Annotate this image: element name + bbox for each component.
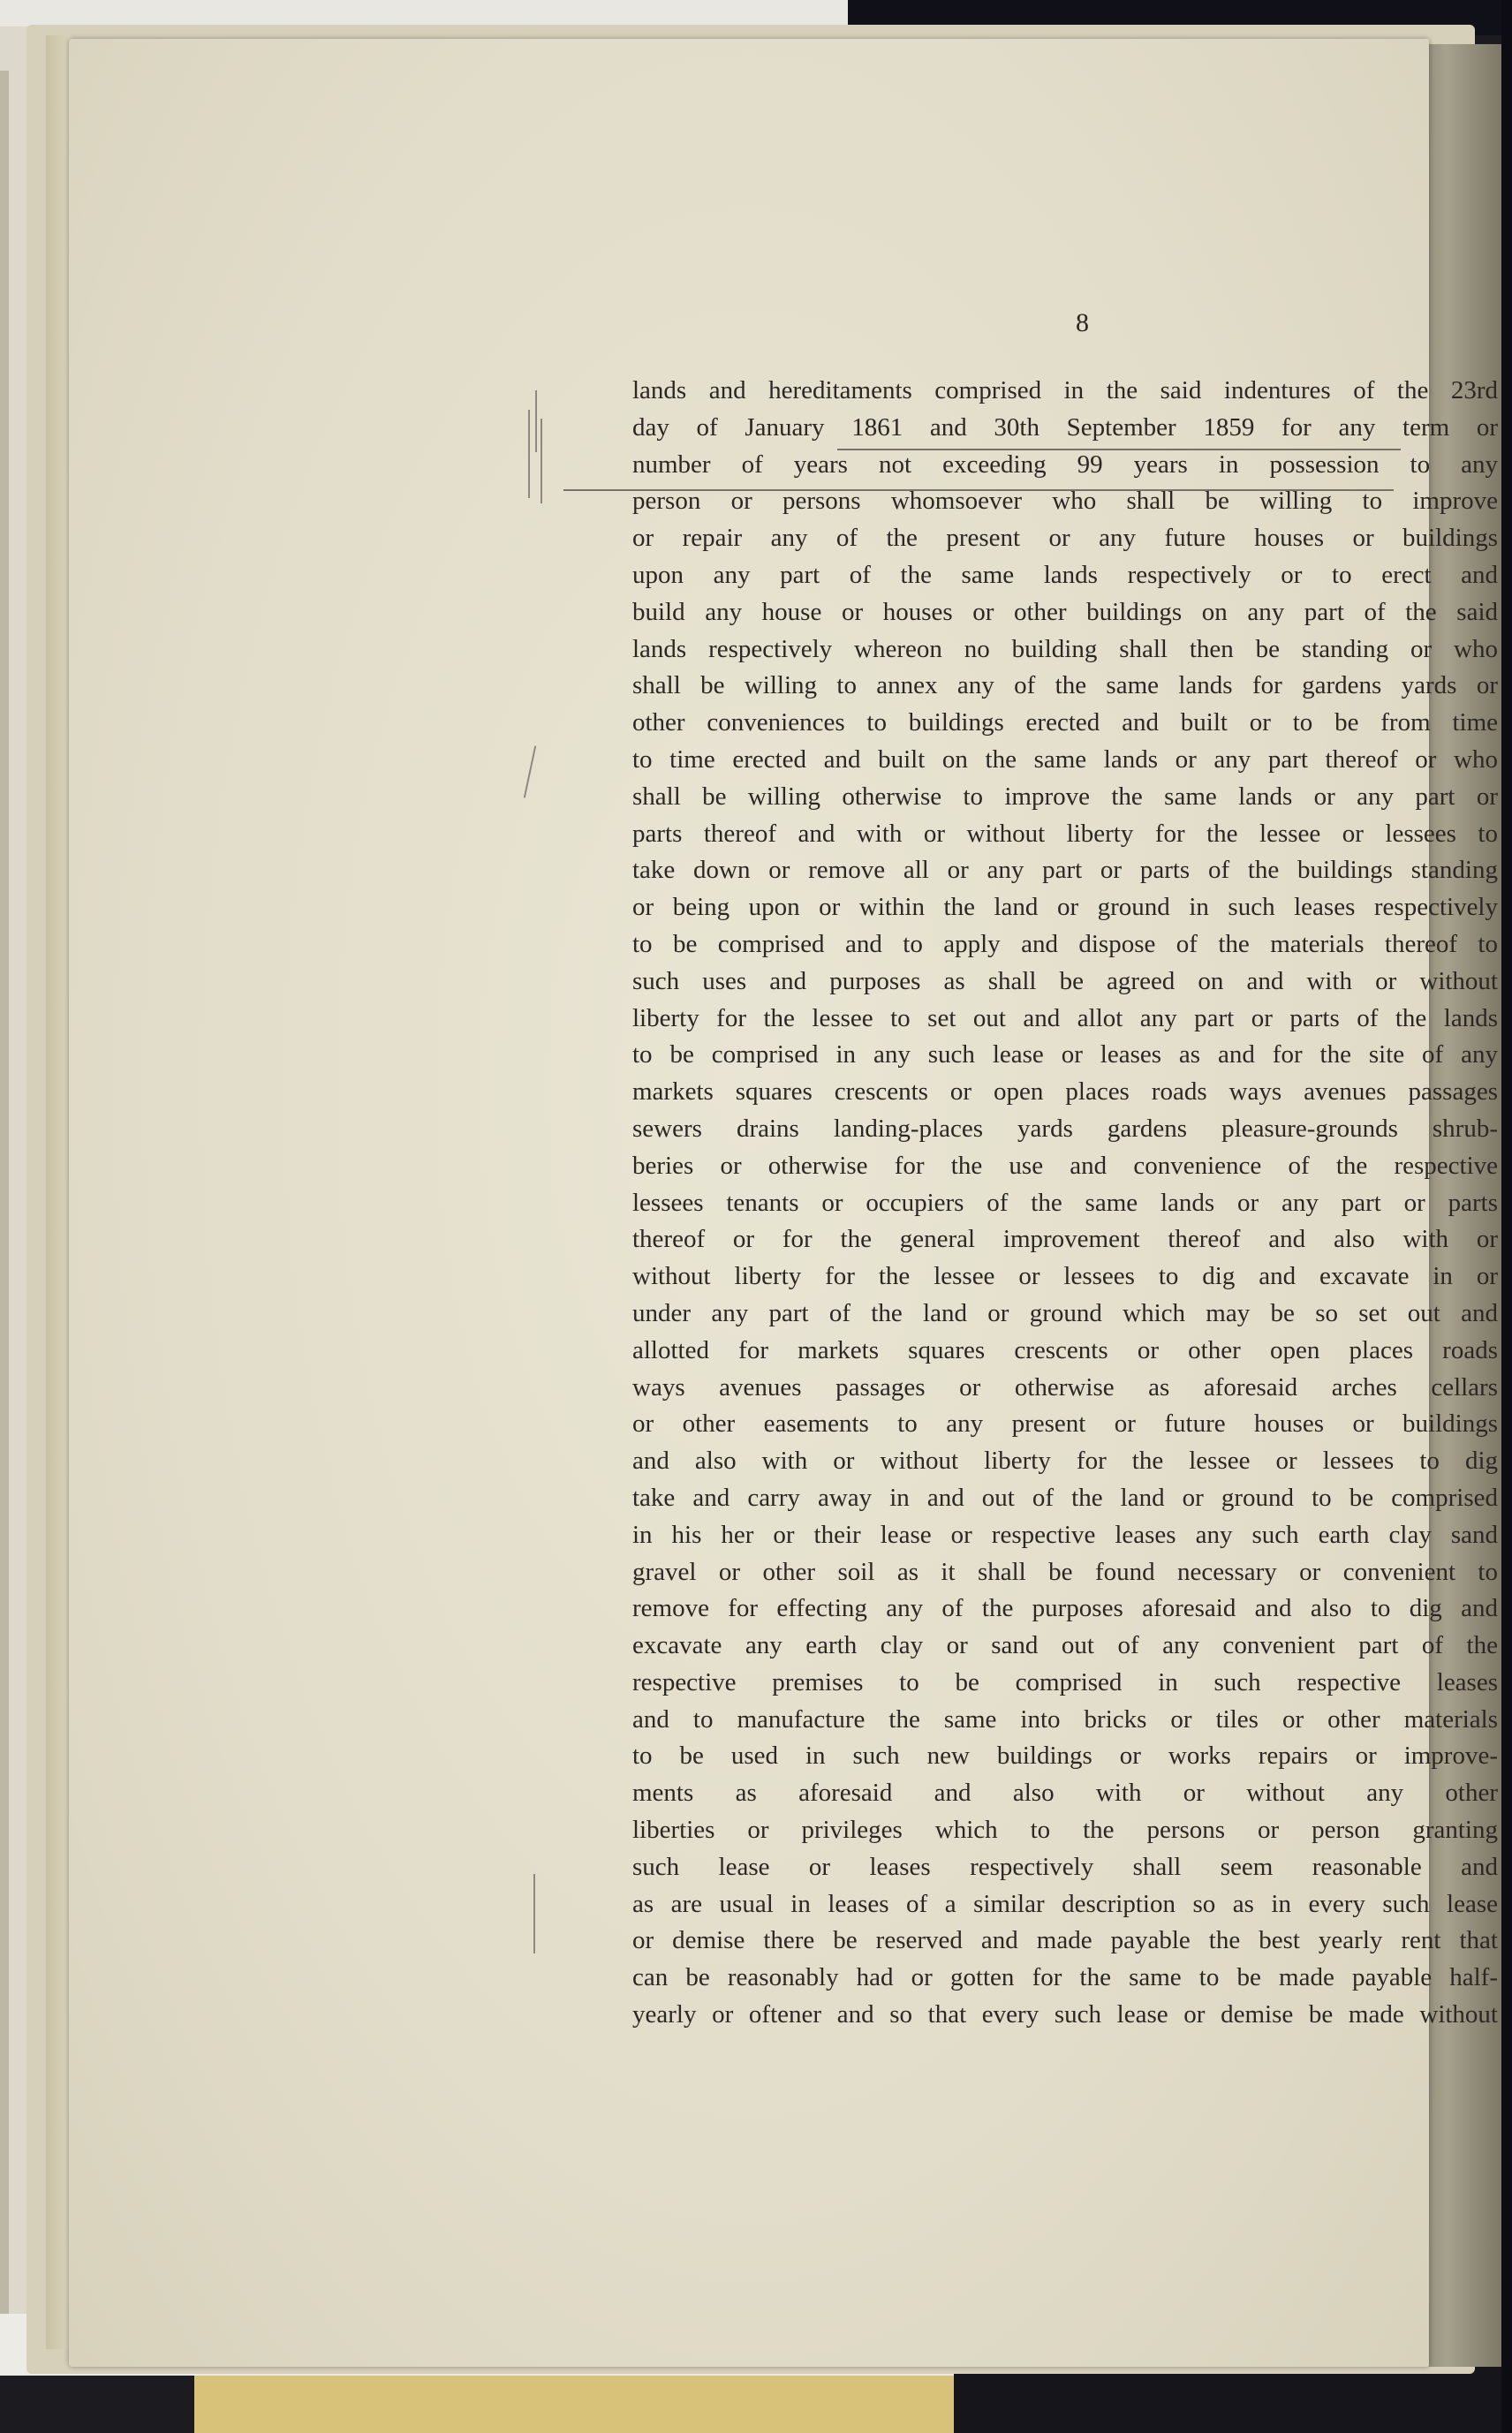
text-line: in his her or their lease or respective leases any such earth clay sand [632, 1520, 1498, 1549]
text-line: such lease or leases respectively shall seem reasonable and [632, 1852, 1498, 1881]
text-line: sewers drains landing-places yards gardens pleasure-grounds shrub- [632, 1114, 1498, 1143]
text-line: day of January 1861 and 30th September 1859 for any term or [632, 412, 1498, 442]
text-line: ways avenues passages or otherwise as aforesaid arches cellars [632, 1372, 1498, 1402]
text-line: lands and hereditaments comprised in the said indentures of the 23rd [632, 376, 1498, 404]
text-line: ments as aforesaid and also with or without any other [632, 1779, 1498, 1808]
pencil-mark-1 [535, 390, 537, 452]
text-line: remove for effecting any of the purposes aforesaid and also to dig and [632, 1594, 1498, 1623]
text-line: can be reasonably had or gotten for the same to be made payable half- [632, 1963, 1498, 1992]
text-line: liberty for the lessee to set out and allot any part or parts of the lands [632, 1003, 1498, 1032]
text-line: excavate any earth clay or sand out of any convenient part of the [632, 1631, 1498, 1660]
background-left-shadow [0, 71, 9, 2323]
pencil-mark-5 [533, 1874, 535, 1953]
text-line: person or persons whomsoever who shall be willing to improve [632, 487, 1498, 516]
pencil-mark-3 [541, 419, 542, 503]
text-line: to be comprised and to apply and dispose of the materials thereof to [632, 929, 1498, 958]
body-text [632, 373, 1498, 2034]
text-line: under any part of the land or ground which may be so set out and [632, 1298, 1498, 1327]
text-line: shall be willing otherwise to improve the same lands or any part or [632, 782, 1498, 811]
text-line: yearly or oftener and so that every such lease or demise be made without [632, 2000, 1498, 2029]
text-line: gravel or other soil as it shall be found necessary or convenient to [632, 1557, 1498, 1586]
text-line: respective premises to be comprised in such respective leases [632, 1667, 1498, 1696]
text-line: number of years not exceeding 99 years in possession to any [632, 450, 1498, 479]
text-line: as are usual in leases of a similar description so as in every such lease [632, 1889, 1498, 1918]
text-line: to time erected and built on the same lands or any part thereof or who [632, 744, 1498, 774]
text-line: parts thereof and with or without liberty for the lessee or lessees to [632, 819, 1498, 848]
text-line: without liberty for the lessee or lessees to dig and excavate in or [632, 1262, 1498, 1291]
text-line: or repair any of the present or any future houses or buildings [632, 524, 1498, 553]
text-line: liberties or privileges which to the persons or person granting [632, 1816, 1498, 1845]
background-dark-right [1501, 0, 1512, 2433]
text-line: to be used in such new buildings or works repairs or improve- [632, 1742, 1498, 1771]
text-line: upon any part of the same lands respectively or to erect and [632, 560, 1498, 589]
text-line: or demise there be reserved and made payable the best yearly rent that [632, 1926, 1498, 1955]
text-line: such uses and purposes as shall be agreed on and with or without [632, 966, 1498, 995]
text-line: to be comprised in any such lease or leases as and for the site of any [632, 1040, 1498, 1069]
background-yellow-sheet [194, 2376, 954, 2433]
text-line: allotted for markets squares crescents or other open places roads [632, 1335, 1498, 1364]
text-line: shall be willing to annex any of the same lands for gardens yards or [632, 671, 1498, 700]
text-line: or being upon or within the land or ground in such leases respectively [632, 893, 1498, 922]
text-line: lessees tenants or occupiers of the same lands or any part or parts [632, 1188, 1498, 1217]
text-line: lands respectively whereon no building shall then be standing or who [632, 634, 1498, 663]
pencil-mark-2 [528, 410, 530, 498]
text-line: beries or otherwise for the use and convenience of the respective [632, 1151, 1498, 1180]
page-number: 8 [1076, 308, 1089, 337]
text-line: and also with or without liberty for the lessee or lessees to dig [632, 1447, 1498, 1476]
text-line: other conveniences to buildings erected and built or to be from time [632, 708, 1498, 737]
text-line: take and carry away in and out of the land or ground to be comprised [632, 1483, 1498, 1512]
text-line: and to manufacture the same into bricks or tiles or other materials [632, 1704, 1498, 1734]
text-line: build any house or houses or other buildings on any part of the said [632, 597, 1498, 626]
pencil-mark-4 [524, 745, 536, 797]
text-line: or other easements to any present or future houses or buildings [632, 1409, 1498, 1439]
text-line: thereof or for the general improvement thereof and also with or [632, 1225, 1498, 1254]
document-page [69, 39, 1498, 2367]
text-line: take down or remove all or any part or parts of the buildings standing [632, 856, 1498, 885]
text-line: markets squares crescents or open places roads ways avenues passages [632, 1077, 1498, 1107]
